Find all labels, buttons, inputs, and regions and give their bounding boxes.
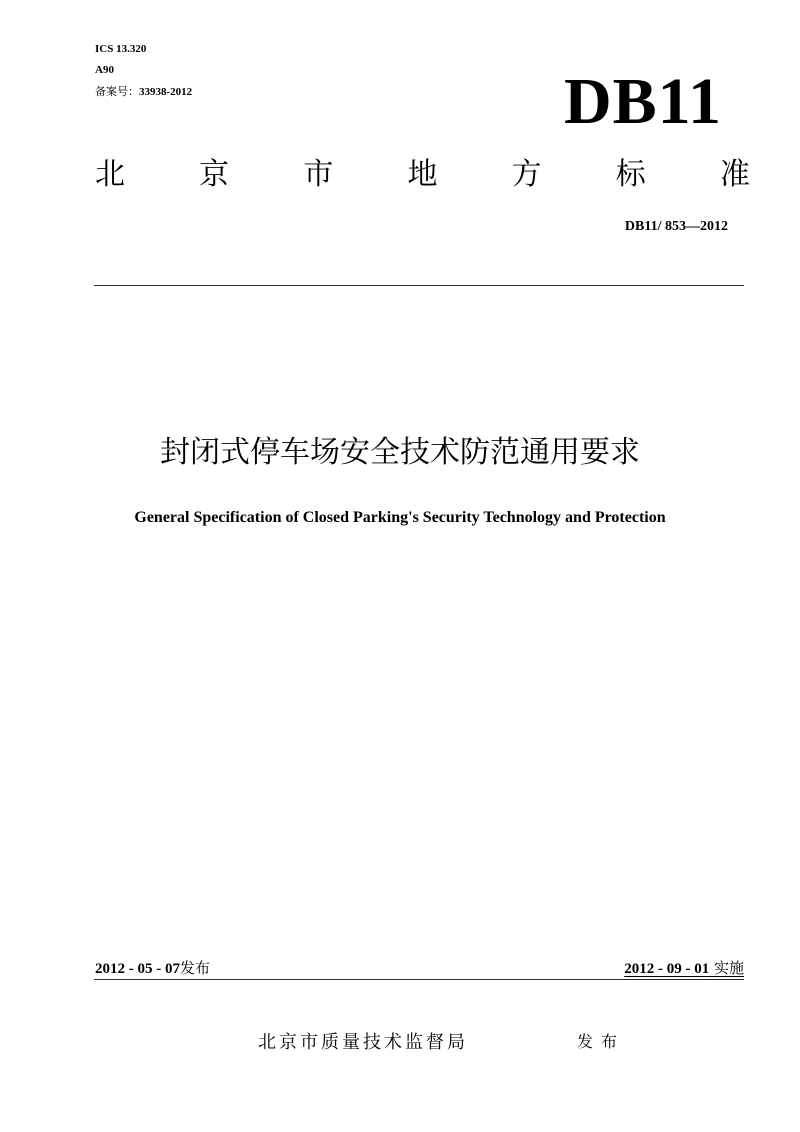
standard-type-char: 方 [511, 157, 542, 192]
standard-type-char: 北 [95, 157, 125, 192]
db11-logo: DB11 [563, 65, 722, 138]
bottom-divider [94, 979, 744, 980]
record-line [95, 85, 192, 99]
issuing-authority: 北京市质量技术监督局 [258, 1032, 468, 1053]
classification-code: A90 [95, 64, 114, 76]
publish-date: 2012 - 05 - 07 [95, 961, 180, 977]
publish-date-line [95, 958, 210, 979]
implement-date-line [624, 958, 744, 979]
standard-type-char: 准 [719, 157, 750, 192]
standard-type-char: 京 [199, 157, 230, 192]
issuing-action: 发布 [577, 1032, 626, 1051]
document-title-chinese: 封闭式停车场安全技术防范通用要求 [160, 435, 640, 470]
implement-label: 实施 [713, 959, 744, 977]
publish-label: 发布 [180, 959, 211, 977]
record-number: 33938-2012 [139, 86, 193, 98]
standard-number: DB11/ 853—2012 [624, 219, 728, 234]
standard-type-heading [95, 155, 750, 195]
document-title-english: General Specification of Closed Parking's Security Technology and Protection [134, 509, 666, 526]
standard-type-char: 市 [303, 157, 334, 192]
ics-code: ICS 13.320 [95, 43, 147, 55]
top-divider [94, 285, 744, 286]
standard-type-char: 地 [407, 157, 438, 192]
record-label: 备案号： [95, 85, 139, 98]
implement-date: 2012 - 09 - 01 [624, 961, 710, 977]
standard-type-char: 标 [615, 157, 646, 192]
